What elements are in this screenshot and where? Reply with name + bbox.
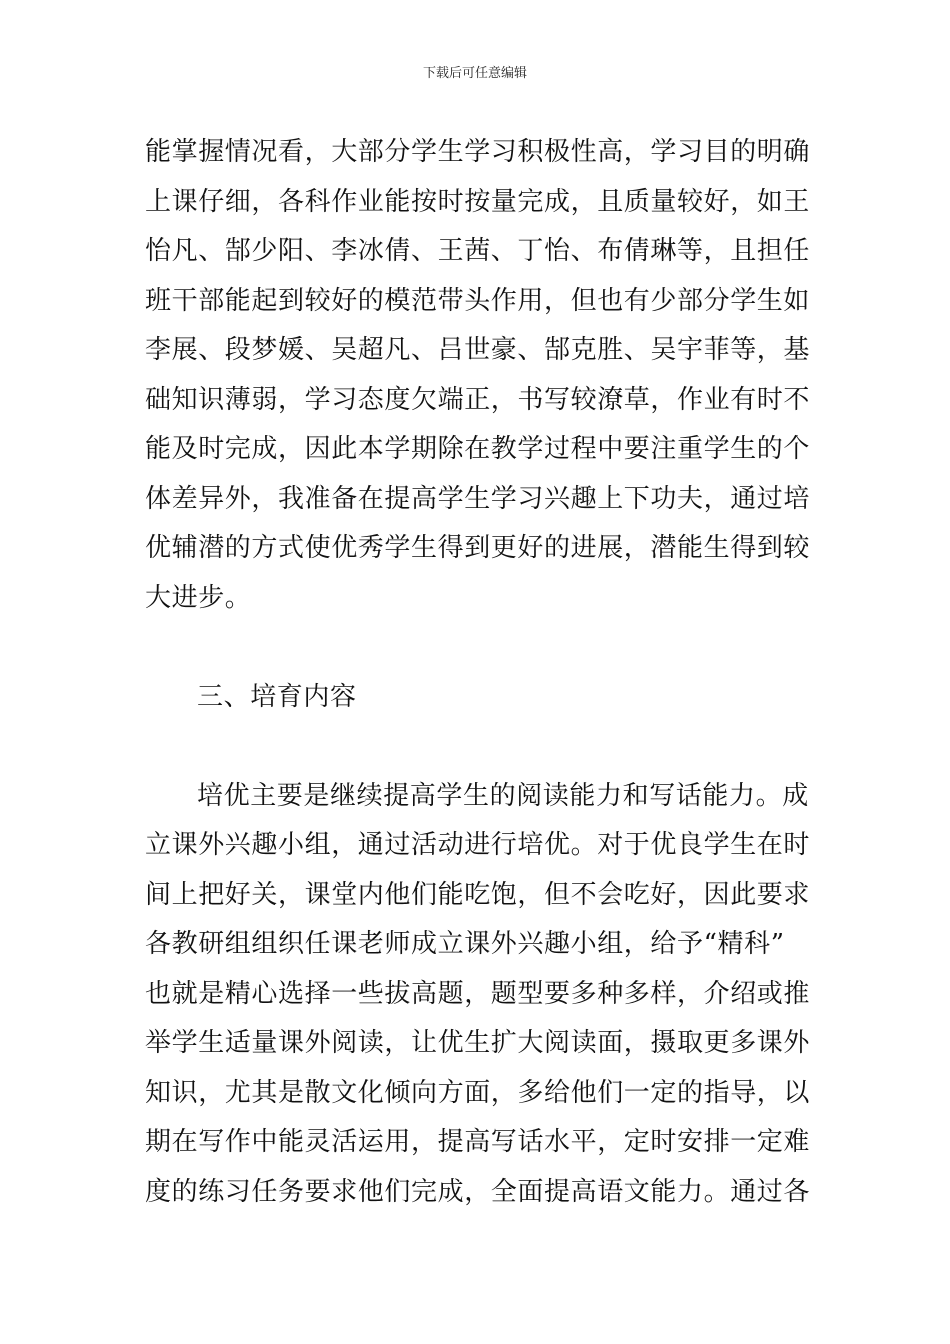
section-heading: 三、培育内容 bbox=[197, 681, 357, 712]
text-line: 知识，尤其是散文化倾向方面，多给他们一定的指导，以 bbox=[145, 1077, 811, 1108]
text-line: 也就是精心选择一些拔高题，题型要多种多样，介绍或推 bbox=[145, 978, 811, 1009]
text-line: 能掌握情况看，大部分学生学习积极性高，学习目的明确 bbox=[145, 137, 811, 167]
text-line: 大进步。 bbox=[145, 582, 252, 613]
text-line: 上课仔细，各科作业能按时按量完成，且质量较好，如王 bbox=[145, 186, 811, 217]
text-line: 班干部能起到较好的模范带头作用，但也有少部分学生如 bbox=[145, 285, 811, 316]
text-line: 期在写作中能灵活运用，提高写话水平，定时安排一定难 bbox=[145, 1127, 811, 1157]
text-line: 举学生适量课外阅读，让优生扩大阅读面，摄取更多课外 bbox=[145, 1028, 811, 1058]
text-line: 立课外兴趣小组，通过活动进行培优。对于优良学生在时 bbox=[145, 830, 811, 860]
text-line: 体差异外，我准备在提高学生学习兴趣上下功夫，通过培 bbox=[145, 483, 811, 514]
paragraph-spacer bbox=[145, 623, 810, 673]
text-line: 各教研组组织任课老师成立课外兴趣小组，给予“精科” bbox=[145, 929, 785, 959]
text-line: 优辅潜的方式使优秀学生得到更好的进展，潜能生得到较 bbox=[145, 533, 811, 563]
paragraph-training-content bbox=[145, 772, 810, 1218]
text-line: 间上把好关，课堂内他们能吃饱，但不会吃好，因此要求 bbox=[145, 879, 811, 910]
text-line: 础知识薄弱，学习态度欠端正，书写较潦草，作业有时不 bbox=[145, 384, 811, 415]
text-line: 度的练习任务要求他们完成，全面提高语文能力。通过各 bbox=[145, 1176, 811, 1207]
text-line: 能及时完成，因此本学期除在教学过程中要注重学生的个 bbox=[145, 434, 811, 464]
text-line: 李展、段梦媛、吴超凡、吕世豪、郜克胜、吴宇菲等，基 bbox=[145, 335, 811, 365]
text-line: 培优主要是继续提高学生的阅读能力和写话能力。成 bbox=[197, 780, 809, 811]
text-line: 怡凡、郜少阳、李冰倩、王茜、丁怡、布倩琳等，且担任 bbox=[145, 236, 811, 266]
paragraph-spacer bbox=[145, 722, 810, 772]
document-body bbox=[145, 128, 810, 1217]
paragraph-student-situation bbox=[145, 128, 810, 623]
page-header-note: 下载后可任意编辑 bbox=[422, 66, 527, 81]
